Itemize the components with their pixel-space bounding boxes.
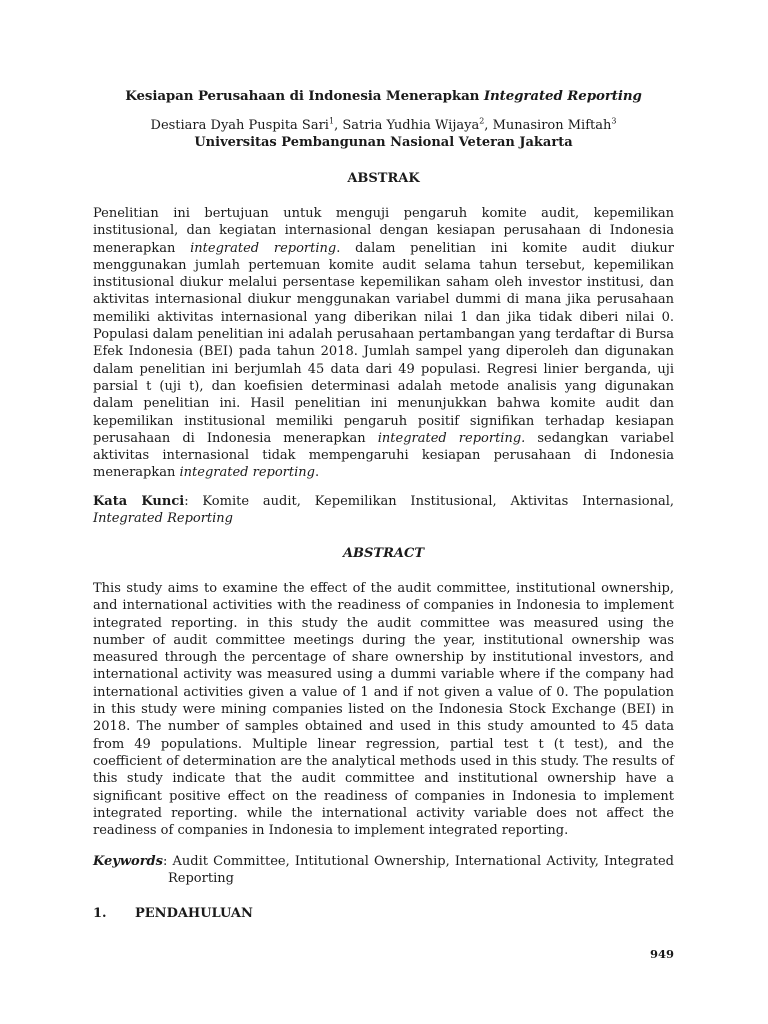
abstrak-heading: ABSTRAK (347, 171, 420, 186)
abstract-paragraph: This study aims to examine the effect of the audit committee, institutional ownership, and international activities with the readiness of companies in Indonesia to implement integrated reporting. in this study the audit committee was measured using the number of audit committee meetings during the year, institutional ownership was measured through the percentage of share ownership by institutional investors, and international activity was measured using a dummi variable where if the company had international activities given a value of 1 and if not given a value of 0. The population in this study were mining companies listed on the Indonesia Stock Exchange (BEI) in 2018. The number of samples obtained and used in this study amounted to 45 data from 49 populations. Multiple linear regression, partial test t (t test), and the coefficient of determination are the analytical methods used in this study. The results of this study indicate that the audit committee and institutional ownership have a significant positive effect on the readiness of companies in Indonesia to implement integrated reporting. while the international activity variable does not affect the readiness of companies in Indonesia to implement integrated reporting. (93, 581, 674, 839)
abstrak-italic: integrated reporting. (377, 430, 526, 446)
author-mark: 3 (611, 116, 617, 126)
author-mark: 2 (479, 116, 485, 126)
paper-page (93, 0, 674, 1024)
page-number: 949 (649, 947, 674, 961)
section-number: 1. (93, 906, 107, 921)
abstrak-text: Penelitian ini bertujuan untuk menguji pengaruh komite audit, kepemilikan institusional, dan kegiatan internasional dengan kesiapan perusahaan di Indonesia menerapkan (93, 206, 674, 256)
kata-kunci-label: Kata Kunci (93, 494, 185, 509)
abstract-heading: ABSTRACT (342, 546, 425, 561)
keywords-text: : Audit Committee, Intitutional Ownership, International Activity, Integrated Reporting (162, 854, 674, 887)
author-separator: , (334, 118, 343, 133)
paper-title (93, 88, 674, 104)
keywords (93, 853, 674, 888)
kata-kunci (93, 493, 674, 528)
abstrak-text: . dalam penelitian ini komite audit diukur menggunakan jumlah pertemuan komite audit selama tahun tersebut, kepemilikan institusional diukur melalui persentase kepemilikan saham oleh investor institusi, dan aktivitas internasional diukur menggunakan variabel dummi di mana jika perusahaan memiliki aktivitas internasional yang diberikan nilai 1 dan jika tidak diberi nilai 0. Populasi dalam penelitian ini adalah perusahaan pertambangan yang terdaftar di Bursa Efek Indonesia (BEI) pada tahun 2018. Jumlah sampel yang diperoleh dan digunakan dalam penelitian ini berjumlah 45 data dari 49 populasi. Regresi linier berganda, uji parsial t (uji t), dan koefisien determinasi adalah metode analisis yang digunakan dalam penelitian ini. Hasil penelitian ini menunjukkan bahwa komite audit dan kepemilikan institusional memiliki pengaruh positif signifikan terhadap kesiapan perusahaan di Indonesia menerapkan (93, 240, 674, 446)
author-separator: , (484, 118, 493, 133)
author-list (93, 118, 674, 133)
abstrak-italic: integrated reporting (190, 240, 337, 256)
abstrak-text: . (314, 465, 320, 481)
kata-kunci-text: : Komite audit, Kepemilikan Institusional, Aktivitas Internasional, (184, 494, 675, 509)
abstrak-italic: integrated reporting (179, 465, 315, 481)
author-name: Satria Yudhia Wijaya (342, 118, 480, 133)
title-main: Kesiapan Perusahaan di Indonesia Menerapkan (125, 88, 484, 104)
affiliation: Universitas Pembangunan Nasional Veteran Jakarta (194, 135, 573, 150)
author-name: Munasiron Miftah (492, 118, 612, 133)
kata-kunci-italic: Integrated Reporting (93, 511, 234, 527)
keywords-label: Keywords (93, 854, 163, 869)
abstrak-text: sedangkan variabel aktivitas internasional tidak mempengaruhi kesiapan perusahaan di Indonesia menerapkan (93, 430, 674, 481)
section-title: PENDAHULUAN (135, 906, 253, 921)
title-italic: Integrated Reporting (483, 88, 642, 104)
section-heading (93, 906, 253, 921)
author-name: Destiara Dyah Puspita Sari (150, 118, 329, 133)
author-mark: 1 (328, 116, 335, 126)
abstrak-paragraph (93, 205, 674, 482)
